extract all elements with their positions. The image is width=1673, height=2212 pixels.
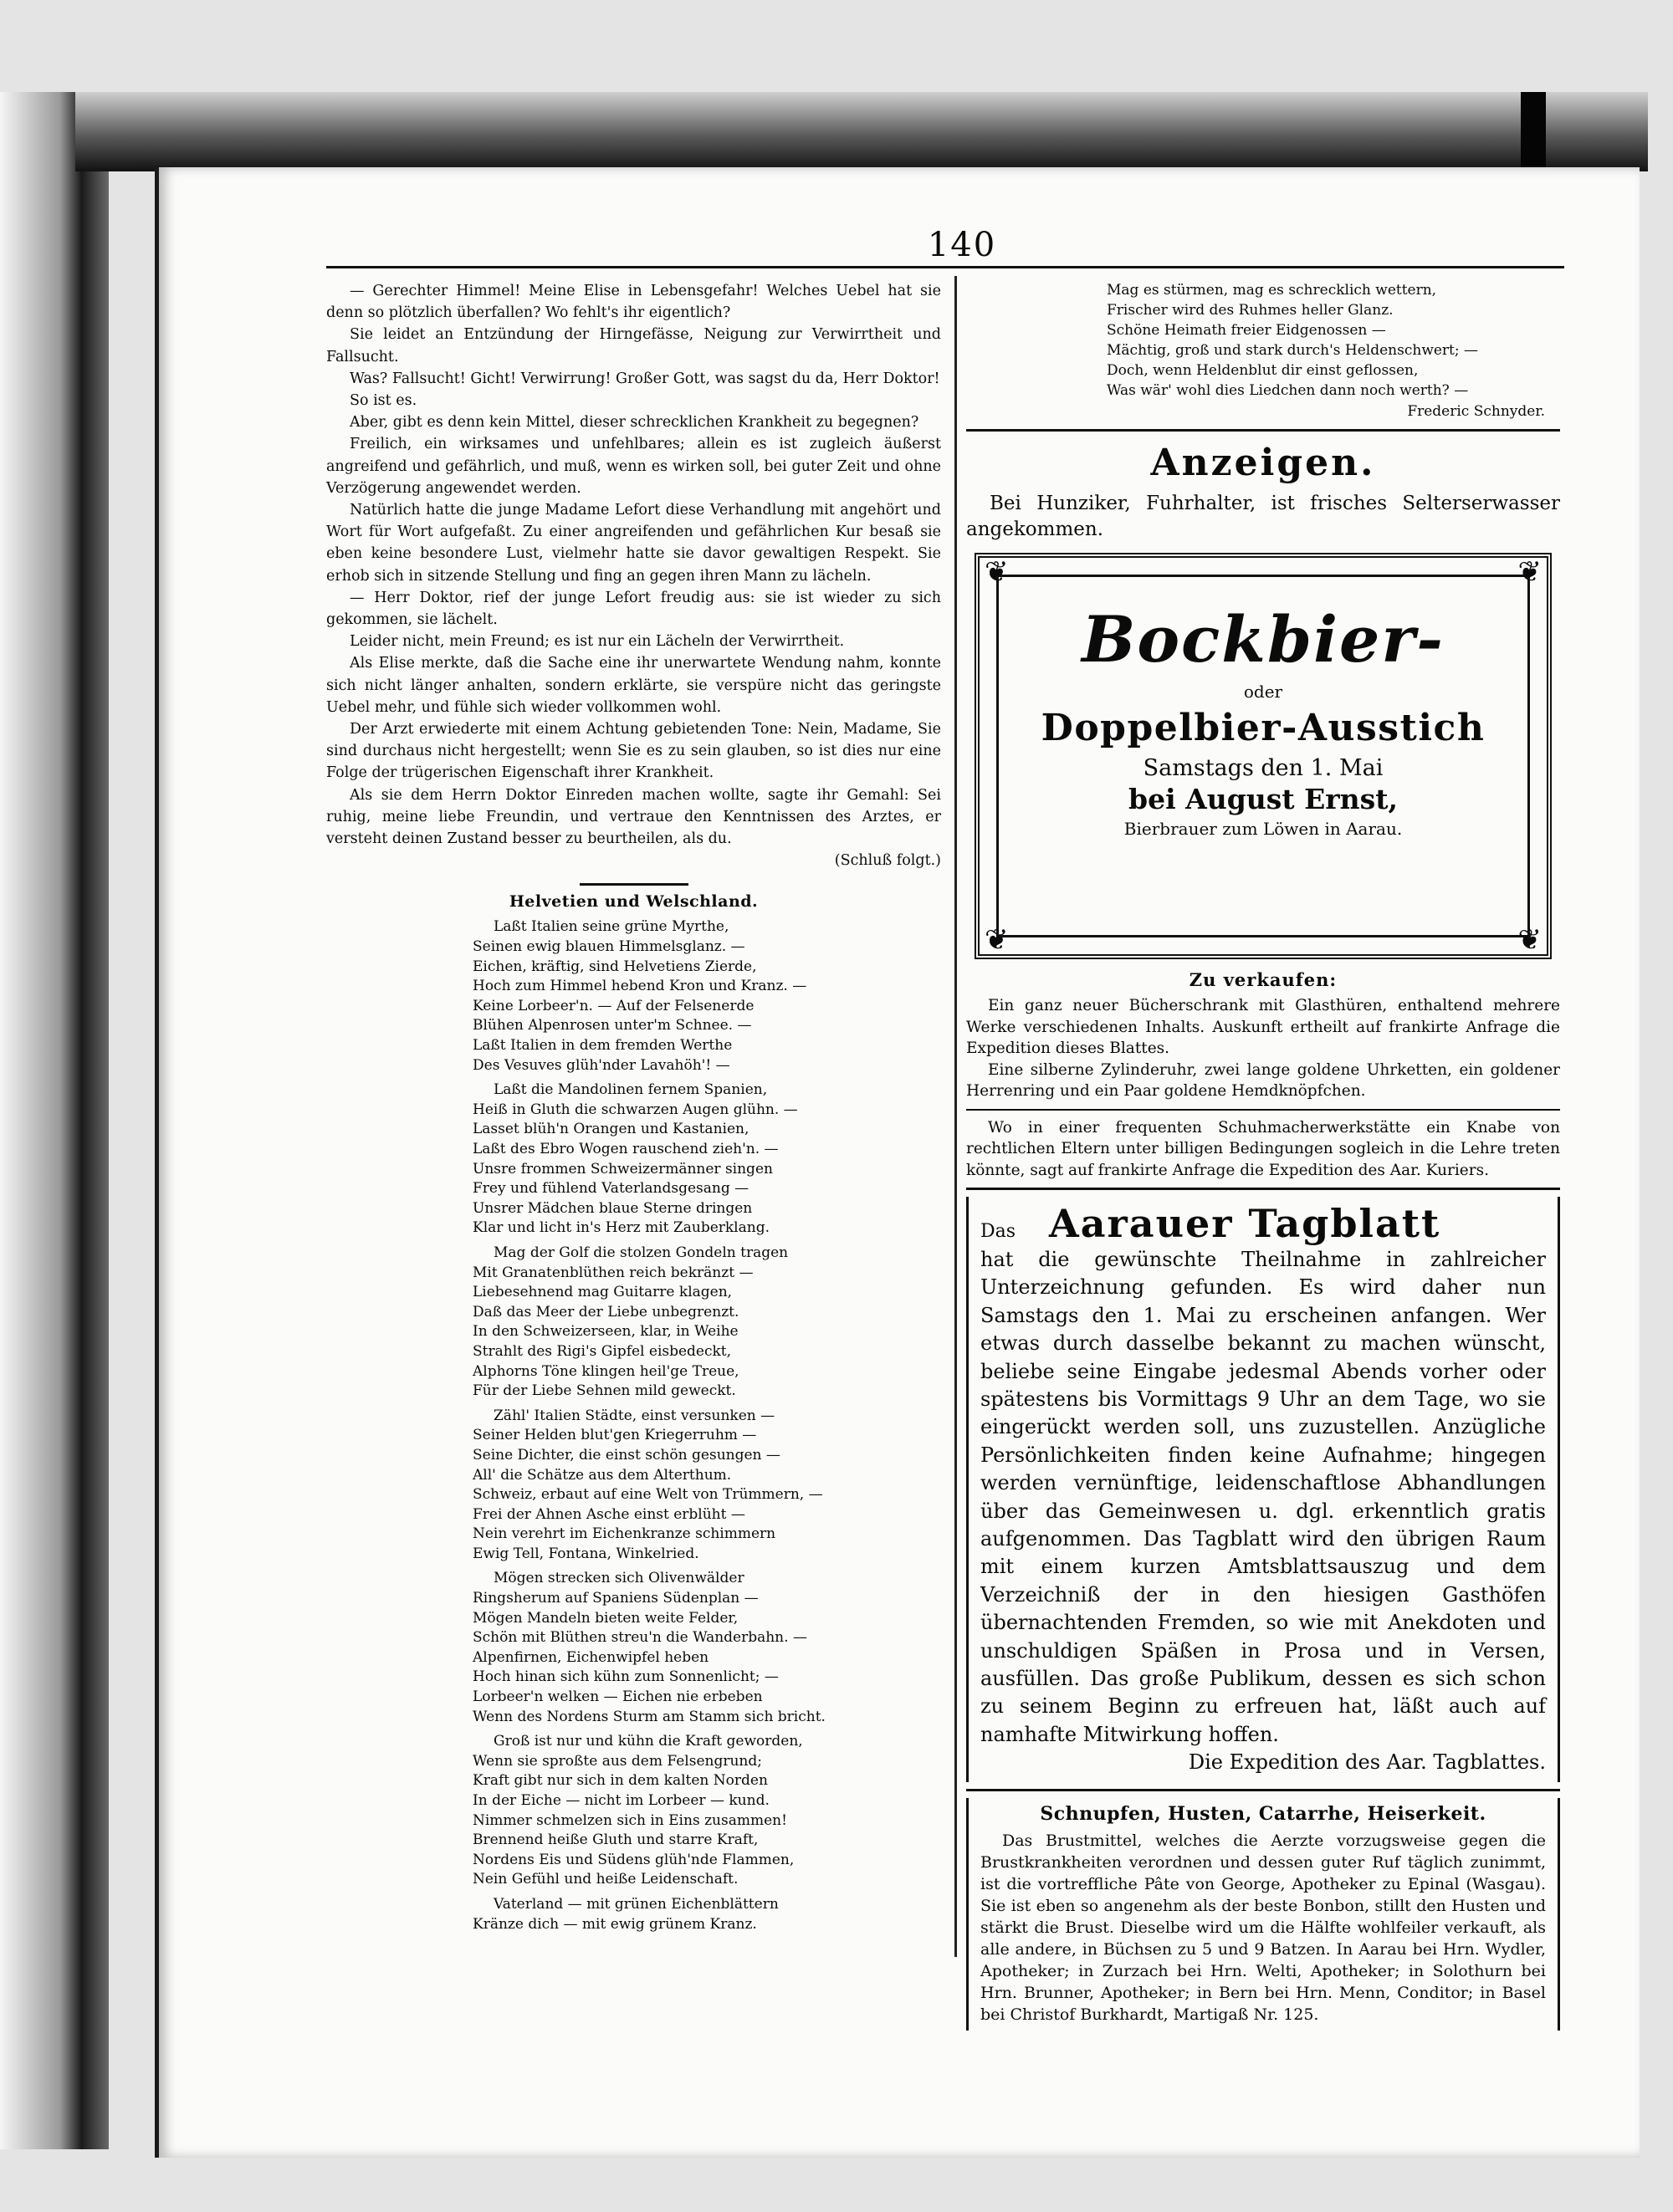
bockbier-ad xyxy=(1021,602,1505,840)
bockbier-ad-frame xyxy=(975,553,1552,959)
poem-line: Strahlt des Rigi's Gipfel eisbedeckt, xyxy=(473,1342,732,1360)
poem-line: Schöne Heimath freier Eidgenossen — xyxy=(1107,322,1386,339)
poem-line: Nein verehrt im Eichenkranze schimmern xyxy=(473,1525,776,1543)
poem-line: Blühen Alpenrosen unter'm Schnee. — xyxy=(473,1017,752,1034)
poem-line: Des Vesuves glüh'nder Lavahöh'! — xyxy=(473,1056,730,1074)
poem-line: Frey und fühlend Vaterlandsgesang — xyxy=(473,1180,750,1198)
ads-heading: Anzeigen. xyxy=(1150,442,1376,484)
tagblatt-text: hat die gewünschte Theilnahme in zahlreicher Unterzeichnung gefunden. Es wird daher nun Samstags den 1. Mai zu erscheinen anfangen. Wer etwas durch dasselbe bekannt zu machen wünscht, beliebe seine Eingabe jedesmal Abends vorher oder spätestens bis Vormittags 9 Uhr an dem Tage, wo sie eingerückt werden soll, uns zuzustellen. Anzügliche Persönlichkeiten finden keine Aufnahme; hingegen werden vernünftige, leidenschaftlose Abhandlungen über das Gemeinwesen u. dgl. erkenntlich gratis aufgenommen. Das Tagblatt wird den übrigen Raum mit einem kurzen Amtsblattsauszug und dem Verzeichniß der in den hiesigen Gasthöfen übernachtenden Fremden, so wie mit Anekdoten und unschuldigen Späßen in Prosa und in Versen, ausfüllen. Das große Publikum, dessen es sich schon zu seinem Beginn zu erfreuen hat, läßt auch auf namhafte Mitwirkung hoffen. xyxy=(980,1247,1546,1746)
poem-line: Seine Dichter, die einst schön gesungen — xyxy=(473,1446,780,1464)
poem-line: Wenn sie sproßte aus dem Felsengrund; xyxy=(473,1752,762,1770)
poem-line: Wenn des Nordens Sturm am Stamm sich bricht. xyxy=(473,1708,826,1725)
poem-line: Frei der Ahnen Asche einst erblüht — xyxy=(473,1505,745,1523)
poem-stanza xyxy=(326,1244,941,1402)
poem-line: Was wär' wohl dies Liedchen dann noch werth? — xyxy=(1107,382,1469,399)
poem-line: Laßt die Mandolinen fernem Spanien, xyxy=(494,1081,768,1099)
poem-line: Lorbeer'n welken — Eichen nie erbeben xyxy=(473,1688,763,1706)
tagblatt-das: Das xyxy=(980,1221,1016,1242)
poem-line: Keine Lorbeer'n. — Auf der Felsenerde xyxy=(473,997,755,1014)
header-rule xyxy=(326,266,1564,268)
poem-line: In der Eiche — nicht im Lorbeer — kund. xyxy=(473,1792,770,1810)
poem-line: Unsrer Mädchen blaue Sterne dringen xyxy=(473,1199,753,1217)
poem-line: Laßt des Ebro Wogen rauschend zieh'n. — xyxy=(473,1141,779,1158)
poem-line: Liebesehnend mag Guitarre klagen, xyxy=(473,1284,733,1301)
poem-line: In den Schweizerseen, klar, in Weihe xyxy=(473,1323,739,1341)
for-sale-bookcase: Ein ganz neuer Bücherschrank mit Glasthüren, enthaltend mehrere Werke verschiedenen Inhalts. Auskunft ertheilt auf frankirte Anfrage die Expedition dieses Blattes. xyxy=(966,997,1560,1057)
story-paragraph: Als Elise merkte, daß die Sache eine ihr unerwartete Wendung nahm, konnte sich nicht länger anhalten, sondern erklärte, sie verspüre nicht das geringste Uebel mehr, und fühle sich wieder vollkommen wohl. xyxy=(326,655,941,716)
story-continuation xyxy=(326,280,941,871)
poem-line: Zähl' Italien Städte, einst versunken — xyxy=(494,1407,775,1424)
poem-line: Lasset blüh'n Orangen und Kastanien, xyxy=(473,1121,750,1138)
poem-line: Laßt Italien seine grüne Myrthe, xyxy=(494,918,729,936)
brustmittel-ad xyxy=(966,1798,1560,2031)
story-paragraph: Natürlich hatte die junge Madame Lefort diese Verhandlung mit angehört und Wort für Wort aufgefaßt. Zu einer angreifenden und gefährlichen Kur besaß sie eben keine besondere Lust, vielmehr hatte sie davor gewaltigen Respekt. Sie erhob sich in sitzende Stellung und fing an gegen ihren Mann zu lächeln. xyxy=(326,502,941,585)
poem-line: Mit Granatenblüthen reich bekränzt — xyxy=(473,1264,754,1281)
poem-line: Alphorns Töne klingen heil'ge Treue, xyxy=(473,1362,739,1380)
poem-line: Nordens Eis und Südens glüh'nde Flammen, xyxy=(473,1851,795,1868)
story-paragraph: Als sie dem Herrn Doktor Einreden machen wollte, sagte ihr Gemahl: Sei ruhig, meine liebe Freundin, und vertraue den Kenntnissen des Arztes, er versteht deinen Zustand besser zu beurtheilen, als du. xyxy=(326,786,941,848)
poem-line: Mag es stürmen, mag es schrecklich wettern, xyxy=(1107,282,1437,299)
poem-line: Mag der Golf die stolzen Gondeln tragen xyxy=(494,1244,789,1261)
story-paragraph: Der Arzt erwiederte mit einem Achtung gebietenden Tone: Nein, Madame, Sie sind durchaus nicht hergestellt; wenn Sie es zu sein glauben, so ist dies nur eine Folge der trügerischen Eigenschaft ihrer Krankheit. xyxy=(326,721,941,782)
poem-line: Daß das Meer der Liebe unbegrenzt. xyxy=(473,1303,739,1321)
doppelbier-title: Doppelbier-Ausstich xyxy=(1041,707,1486,749)
column-divider xyxy=(954,276,957,1957)
ornament-icon: ❦ xyxy=(985,923,1009,957)
poem-line: Groß ist nur und kühn die Kraft geworden, xyxy=(494,1733,803,1750)
poem-line: Klar und licht in's Herz mit Zauberklang. xyxy=(473,1219,770,1237)
scan-edge-top xyxy=(75,92,1648,171)
poem-line: Ewig Tell, Fontana, Winkelried. xyxy=(473,1545,699,1562)
poem-line: Nein Gefühl und heiße Leidenschaft. xyxy=(473,1871,739,1888)
ad-selterswasser: Bei Hunziker, Fuhrhalter, ist frisches Selterserwasser angekommen. xyxy=(966,493,1560,540)
to-be-continued: (Schluß folgt.) xyxy=(834,852,941,870)
tagblatt-heading xyxy=(980,1202,1546,1246)
tagblatt-title: Aarauer Tagblatt xyxy=(1049,1201,1441,1246)
bockbier-oder: oder xyxy=(1243,682,1283,702)
poem-stanza xyxy=(326,1569,941,1727)
brustmittel-text: Das Brustmittel, welches die Aerzte vorzugsweise gegen die Brustkrankheiten verordnen und dessen guter Ruf täglich zunimmt, ist die vortreffliche Pâte von George, Apotheker zu Epinal (Wasgau). Sie ist eben so angenehm als der beste Bonbon, stillt den Husten und stärkt die Brust. Dieselbe wird um die Hälfte wohlfeiler verkauft, als alle andere, in Büchsen zu 5 und 9 Batzen. In Aarau bei Hrn. Wydler, Apotheker; in Zurzach bei Hrn. Welti, Apotheker; in Solothurn bei Hrn. Brunner, Apotheker; in Bern bei Hrn. Menn, Conditor; in Basel bei Christof Burkhardt, Martigaß Nr. 125. xyxy=(980,1831,1546,2024)
poem-line: Hoch hinan sich kühn zum Sonnenlicht; — xyxy=(473,1668,779,1686)
bockbier-vendor: bei August Ernst, xyxy=(1128,783,1398,816)
bockbier-brewer: Bierbrauer zum Löwen in Aarau. xyxy=(1123,819,1403,840)
story-paragraph: — Gerechter Himmel! Meine Elise in Lebensgefahr! Welches Uebel hat sie denn so plötzlich überfallen? Wo fehlt's ihr eigentlich? xyxy=(326,283,941,322)
poem-stanza xyxy=(326,917,941,1075)
poem-line: Heiß in Gluth die schwarzen Augen glühn. — xyxy=(473,1101,798,1118)
poem-title: Helvetien und Welschland. xyxy=(509,892,759,912)
story-paragraph: So ist es. xyxy=(350,392,417,410)
poem-stanza xyxy=(326,1407,941,1565)
poem-line: Laßt Italien in dem fremden Werthe xyxy=(473,1037,733,1055)
tagblatt-ad xyxy=(966,1197,1560,1782)
poem-line: Hoch zum Himmel hebend Kron und Kranz. — xyxy=(473,978,807,995)
poem-line: Mögen strecken sich Olivenwälder xyxy=(494,1570,744,1587)
scan-edge-marker xyxy=(1521,92,1546,176)
scan-edge-left xyxy=(0,92,109,2149)
section-rule xyxy=(966,429,1560,432)
poem-line: Mögen Mandeln bieten weite Felder, xyxy=(473,1609,739,1627)
poem-line: Seiner Helden blut'gen Kriegerruhm — xyxy=(473,1427,757,1444)
tagblatt-signature: Die Expedition des Aar. Tagblattes. xyxy=(1188,1750,1546,1775)
section-rule xyxy=(580,883,688,886)
poem-line: All' die Schätze aus dem Alterthum. xyxy=(473,1466,732,1484)
poem-line: Brennend heiße Gluth und starre Kraft, xyxy=(473,1831,759,1849)
ornament-icon: ❦ xyxy=(1517,555,1542,589)
poem-line: Alpenfirnen, Eichenwipfel heben xyxy=(473,1648,709,1666)
story-paragraph: Sie leidet an Entzündung der Hirngefässe, Neigung zur Verwirrtheit und Fallsucht. xyxy=(326,326,941,365)
poem-body xyxy=(326,917,941,1934)
story-paragraph: — Herr Doktor, rief der junge Lefort freudig aus: sie ist wieder zu sich gekommen, sie lächelt. xyxy=(326,589,941,629)
bockbier-date: Samstags den 1. Mai xyxy=(1143,755,1384,782)
poem-line: Doch, wenn Heldenblut dir einst geflossen, xyxy=(1107,362,1419,379)
poem-line: Kränze dich — mit ewig grünem Kranz. xyxy=(473,1915,757,1933)
poem-line: Seinen ewig blauen Himmelsglanz. — xyxy=(473,938,745,956)
poem-line: Unsre frommen Schweizermänner singen xyxy=(473,1160,773,1178)
ornament-icon: ❦ xyxy=(1517,923,1542,957)
poem-stanza xyxy=(326,1732,941,1890)
for-sale-heading: Zu verkaufen: xyxy=(1189,969,1338,990)
poem-line: Kraft gibt nur sich in dem kalten Norden xyxy=(473,1772,768,1790)
story-paragraph: Leider nicht, mein Freund; es ist nur ein Lächeln der Verwirrtheit. xyxy=(350,633,845,651)
poem-stanza xyxy=(326,1080,941,1239)
brustmittel-heading: Schnupfen, Husten, Catarrhe, Heiserkeit. xyxy=(1040,1802,1486,1825)
section-rule xyxy=(966,1109,1560,1111)
ornament-icon: ❦ xyxy=(985,555,1009,589)
poem-line: Mächtig, groß und stark durch's Heldenschwert; — xyxy=(1107,342,1479,359)
bockbier-title: Bockbier- xyxy=(1082,602,1445,677)
poem-line: Schön mit Blüthen streu'n die Wanderbahn. — xyxy=(473,1629,807,1647)
poem-line: Ringsherum auf Spaniens Südenplan — xyxy=(473,1590,759,1607)
left-column xyxy=(326,280,941,1939)
story-paragraph: Was? Fallsucht! Gicht! Verwirrung! Großer Gott, was sagst du da, Herr Doktor! xyxy=(350,370,940,387)
for-sale-watch: Eine silberne Zylinderuhr, zwei lange goldene Uhrketten, ein goldener Herrenring und ein Paar goldene Hemdknöpfchen. xyxy=(966,1060,1560,1100)
story-paragraph: Aber, gibt es denn kein Mittel, dieser schrecklichen Krankheit zu begegnen? xyxy=(350,414,919,432)
poem-stanza xyxy=(326,1895,941,1934)
poem-line: Nimmer schmelzen sich in Eins zusammen! xyxy=(473,1811,787,1829)
section-rule xyxy=(966,1789,1560,1791)
poem-line: Eichen, kräftig, sind Helvetiens Zierde, xyxy=(473,958,757,975)
poem-line: Schweiz, erbaut auf eine Welt von Trümmern, — xyxy=(473,1486,823,1504)
poem-line: Für der Liebe Sehnen mild geweckt. xyxy=(473,1382,736,1400)
poem-line: Frischer wird des Ruhmes heller Glanz. xyxy=(1107,302,1394,319)
section-rule xyxy=(966,1188,1560,1190)
poem-line: Vaterland — mit grünen Eichenblättern xyxy=(494,1895,779,1913)
poem-ending xyxy=(966,280,1560,401)
right-column xyxy=(966,280,1560,2031)
story-paragraph: Freilich, ein wirksames und unfehlbares; allein es ist zugleich äußerst angreifend und gefährlich, und muß, wenn es wirken soll, bei guter Zeit und ohne Verzögerung angewendet werden. xyxy=(326,436,941,497)
page-number: 140 xyxy=(927,226,997,264)
ad-apprentice: Wo in einer frequenten Schuhmacherwerkstätte ein Knabe von rechtlichen Eltern unter billigen Bedingungen sogleich in die Lehre treten könnte, sagt auf frankirte Anfrage die Expedition des Aar. Kuriers. xyxy=(966,1118,1560,1179)
poem-author: Frederic Schnyder. xyxy=(1407,403,1545,420)
